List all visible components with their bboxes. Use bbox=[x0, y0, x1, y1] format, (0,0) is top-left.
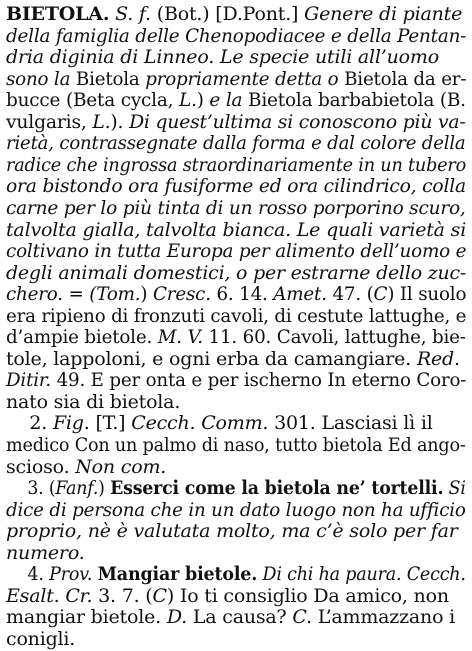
text-line bbox=[6, 67, 466, 91]
text-line bbox=[6, 541, 85, 565]
text-segment: (Bot.) [D.Pont.] bbox=[150, 3, 305, 25]
text-segment: Genere di piante bbox=[304, 3, 463, 25]
text-segment: numero. bbox=[6, 541, 85, 564]
text-line bbox=[6, 605, 455, 629]
text-line bbox=[6, 347, 460, 371]
text-segment: medico Con un palmo di naso, tutto bietola Ed ango- bbox=[6, 434, 466, 456]
text-segment: Di chi ha paura. Cecch. bbox=[262, 563, 466, 586]
text-segment: Ditir. bbox=[6, 369, 52, 392]
text-segment: 49. E per onta e per ischerno In eterno Coro- bbox=[51, 369, 467, 392]
text-segment: Esserci come la bietola ne’ tortelli. bbox=[110, 477, 444, 500]
text-line bbox=[6, 2, 462, 26]
text-line bbox=[6, 368, 466, 392]
text-line bbox=[6, 131, 466, 155]
text-line bbox=[6, 476, 466, 500]
text-line bbox=[6, 325, 466, 349]
text-segment: Bietola da er- bbox=[338, 67, 467, 90]
text-line bbox=[6, 153, 466, 177]
text-line bbox=[6, 45, 439, 69]
text-segment: propriamente detta o bbox=[145, 67, 339, 90]
text-segment: carne per lo più tinta di un rosso porporino scuro, bbox=[6, 196, 466, 219]
text-segment: ) bbox=[196, 89, 210, 112]
text-segment: proprio, nè è valutata molto, ma c’è solo per far bbox=[6, 520, 458, 543]
text-segment: nato sia di bietola. bbox=[6, 390, 181, 413]
text-segment: Cecch. Comm. bbox=[131, 412, 269, 435]
text-segment: Di quest’ultima si conoscono più va- bbox=[129, 110, 466, 133]
text-segment: dria diginia di Linneo. Le specie utili all’uomo bbox=[6, 46, 439, 69]
text-segment: coltivano in tutta Europa per alimento dell’uomo e bbox=[6, 240, 467, 263]
text-line bbox=[6, 627, 75, 651]
text-segment: L. bbox=[92, 110, 111, 133]
text-segment: S. f. bbox=[109, 3, 151, 25]
text-line bbox=[6, 584, 449, 608]
text-segment: La causa? bbox=[187, 606, 293, 629]
text-segment: Non com. bbox=[75, 455, 167, 478]
text-segment: ora bistondo ora fusiforme ed ora cilindrico, colla bbox=[6, 175, 466, 198]
text-segment: Red. bbox=[416, 347, 460, 370]
text-segment: Prov. bbox=[49, 563, 93, 586]
text-segment: 6. 14. bbox=[210, 283, 274, 306]
text-segment: mangiar bietole. bbox=[6, 606, 167, 629]
text-segment: e la bbox=[209, 89, 243, 112]
text-segment: 3. ( bbox=[6, 477, 56, 500]
text-line bbox=[6, 411, 433, 435]
text-line bbox=[6, 304, 466, 328]
text-line bbox=[6, 239, 466, 263]
text-segment: BIETOLA. bbox=[6, 3, 110, 25]
text-segment: talvolta gialla, talvolta bianca. Le quali varietà si bbox=[6, 218, 467, 241]
text-line bbox=[6, 390, 180, 414]
text-segment: vulgaris, bbox=[6, 110, 93, 133]
text-segment: [T.] bbox=[89, 412, 132, 435]
text-segment: ) bbox=[98, 477, 111, 500]
text-segment: Fanf. bbox=[55, 477, 99, 500]
text-segment: d’ampie bietole. bbox=[6, 326, 158, 349]
text-segment: L. bbox=[179, 89, 197, 112]
text-segment: rietà, contrassegnate dalla forma e dal colore della bbox=[6, 132, 466, 155]
text-line bbox=[6, 282, 466, 306]
text-segment: Si bbox=[443, 477, 466, 500]
text-segment: 3. 7. ( bbox=[92, 584, 153, 607]
text-segment: M. V. bbox=[157, 326, 203, 349]
text-segment: dice di persona che in un dato luogo non ha ufficio bbox=[6, 498, 466, 521]
text-segment: C bbox=[373, 283, 388, 306]
text-segment: era ripieno di fronzuti cavoli, di cestute lattughe, e bbox=[6, 304, 467, 327]
text-line bbox=[6, 110, 466, 134]
text-segment: 4. bbox=[6, 563, 50, 586]
text-segment: L’ammazzano i bbox=[311, 606, 456, 629]
text-segment: radice che ingrossa straordinariamente in un tubero bbox=[6, 153, 467, 176]
text-line bbox=[6, 261, 466, 285]
text-segment: scioso. bbox=[6, 455, 76, 478]
text-segment: Esalt. Cr. bbox=[6, 584, 93, 607]
text-line bbox=[6, 196, 466, 220]
text-line bbox=[6, 24, 466, 48]
text-segment: della famiglia delle Chenopodiacee e della Pentan- bbox=[6, 24, 467, 47]
text-segment: Cresc. bbox=[152, 283, 211, 306]
text-segment: ) Il suolo bbox=[387, 283, 467, 306]
text-segment: conigli. bbox=[6, 627, 76, 650]
text-segment: 301. Lasciasi lì il bbox=[268, 412, 433, 435]
text-segment: ) Io ti consiglio Da amico, non bbox=[166, 584, 449, 607]
text-segment: Amet. bbox=[273, 283, 327, 306]
text-line bbox=[6, 88, 466, 112]
text-segment: bucce (Beta cycla, bbox=[6, 89, 180, 112]
text-segment: Mangiar bietole. bbox=[97, 563, 258, 586]
text-segment: degli animali domestici, o per estrarne dello zuc- bbox=[6, 261, 467, 284]
text-segment: tole, lappoloni, e ogni erba da camangiare. bbox=[6, 347, 417, 370]
text-segment: Bietola barbabietola (B. bbox=[242, 89, 466, 112]
text-segment: C bbox=[152, 584, 167, 607]
text-line bbox=[6, 218, 466, 242]
text-segment: ). bbox=[110, 110, 130, 133]
text-segment: Tom. bbox=[96, 283, 141, 306]
text-line bbox=[6, 174, 466, 198]
text-line bbox=[6, 519, 458, 543]
text-line bbox=[6, 498, 466, 522]
text-segment: 11. 60. Cavoli, lattughe, bie- bbox=[202, 326, 466, 349]
text-line bbox=[6, 455, 166, 479]
text-line bbox=[6, 433, 466, 457]
text-line bbox=[6, 562, 466, 586]
text-segment: C. bbox=[292, 606, 312, 629]
text-segment: 47. ( bbox=[326, 283, 374, 306]
text-segment: chero. = ( bbox=[6, 283, 97, 306]
text-segment: 2. bbox=[6, 412, 53, 435]
text-segment: Bietola bbox=[70, 67, 146, 90]
text-segment: Fig. bbox=[52, 412, 90, 435]
text-segment: ) bbox=[140, 283, 153, 306]
text-segment: D. bbox=[166, 606, 188, 629]
text-segment: sono la bbox=[6, 67, 71, 90]
